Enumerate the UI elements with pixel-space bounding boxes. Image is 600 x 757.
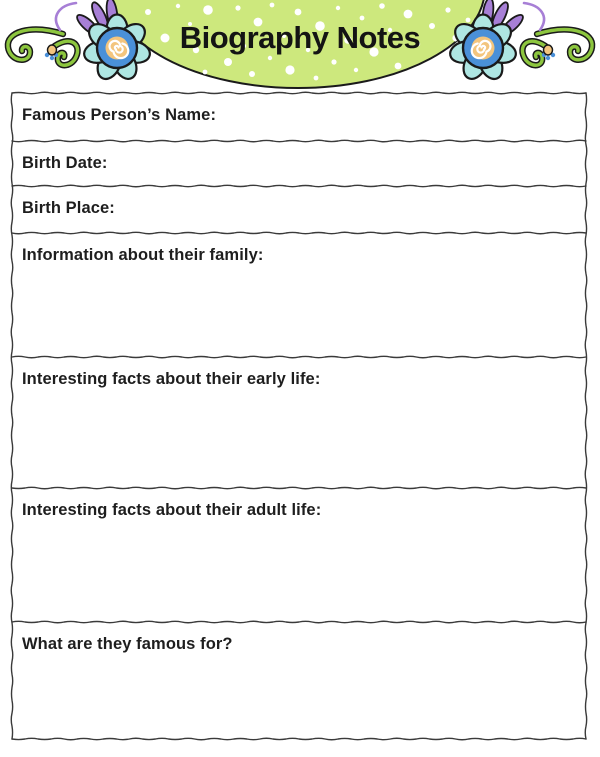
field-label: Birth Place:: [22, 199, 115, 217]
page-title: Biography Notes: [179, 20, 421, 55]
field-adult-life-facts: [12, 488, 586, 622]
header-banner: [0, 0, 600, 92]
field-famous-for: [12, 622, 586, 739]
field-label: Information about their family:: [22, 246, 264, 264]
field-birth-date: [12, 141, 586, 186]
field-label: Interesting facts about their early life:: [22, 370, 321, 388]
field-famous-person-name: [12, 93, 586, 141]
field-label: Famous Person’s Name:: [22, 106, 217, 124]
field-early-life-facts: [12, 357, 586, 488]
field-family-info: [12, 233, 586, 357]
field-birth-place: [12, 186, 586, 233]
field-label: Interesting facts about their adult life:: [22, 501, 322, 519]
field-label: Birth Date:: [22, 154, 108, 172]
field-label: What are they famous for?: [22, 635, 233, 653]
worksheet-form: [12, 93, 586, 739]
